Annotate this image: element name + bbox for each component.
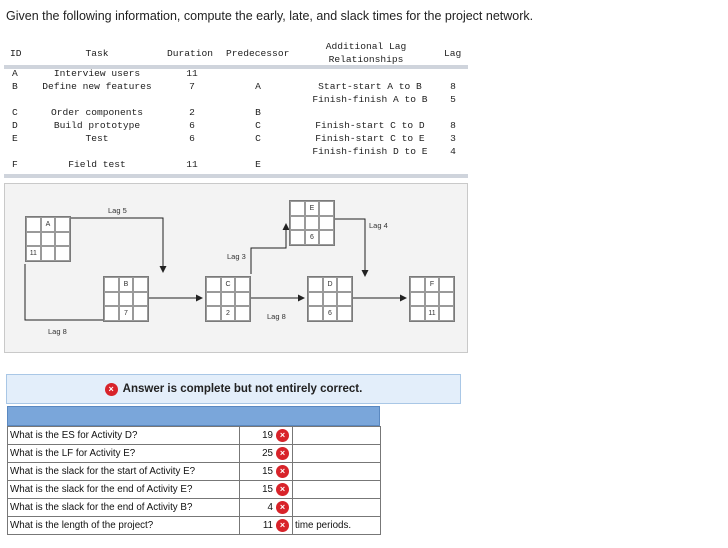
answer-question: What is the ES for Activity D?	[8, 427, 240, 445]
row-duration: 11	[186, 159, 198, 170]
incorrect-icon: ×	[276, 501, 289, 514]
table-row	[8, 445, 381, 463]
feedback-banner	[6, 374, 461, 404]
node-label: A	[41, 217, 56, 232]
header-id: ID	[10, 48, 22, 59]
table-row	[8, 427, 381, 445]
answers-table	[7, 426, 381, 535]
answer-value[interactable]: 11	[262, 520, 273, 531]
row-duration: 6	[189, 120, 195, 131]
table-bottom-divider	[4, 174, 468, 178]
node-duration: 2	[221, 306, 236, 321]
header-task: Task	[85, 48, 109, 59]
info-table	[4, 38, 468, 178]
header-lag: Lag	[444, 48, 462, 59]
node-c	[205, 276, 251, 322]
row-lag: 8	[450, 81, 456, 92]
header-relationships: Relationships	[328, 54, 404, 65]
node-e	[289, 200, 335, 246]
lag-label-e-d: Lag 4	[369, 221, 388, 230]
row-predecessor: C	[255, 133, 261, 144]
row-id: A	[12, 68, 18, 79]
node-label: F	[425, 277, 440, 292]
table-row	[8, 517, 381, 535]
incorrect-icon: ×	[276, 447, 289, 460]
header-predecessor: Predecessor	[226, 48, 290, 59]
answer-unit	[293, 463, 381, 481]
answer-unit	[293, 427, 381, 445]
row-predecessor: C	[255, 120, 261, 131]
incorrect-icon: ×	[105, 383, 118, 396]
network-diagram	[4, 183, 468, 353]
node-d	[307, 276, 353, 322]
incorrect-icon: ×	[276, 519, 289, 532]
answer-unit	[293, 499, 381, 517]
row-lag: 5	[450, 94, 456, 105]
row-id: D	[12, 120, 18, 131]
answer-unit	[293, 445, 381, 463]
row-duration: 11	[186, 68, 198, 79]
node-duration: 11	[425, 306, 440, 321]
row-task: Field test	[68, 159, 126, 170]
node-f	[409, 276, 455, 322]
answer-value[interactable]: 25	[262, 448, 273, 459]
answer-unit: time periods.	[293, 517, 381, 535]
row-relationship: Finish-start C to E	[315, 133, 425, 144]
answer-question: What is the length of the project?	[8, 517, 240, 535]
row-duration: 2	[189, 107, 195, 118]
node-duration: 7	[119, 306, 134, 321]
incorrect-icon: ×	[276, 429, 289, 442]
answer-value[interactable]: 4	[267, 502, 273, 513]
row-lag: 3	[450, 133, 456, 144]
row-task: Test	[85, 133, 109, 144]
row-predecessor: B	[255, 107, 261, 118]
node-label: C	[221, 277, 236, 292]
table-row	[8, 481, 381, 499]
node-duration: 6	[305, 230, 320, 245]
answer-question: What is the LF for Activity E?	[8, 445, 240, 463]
row-id: C	[12, 107, 18, 118]
answer-input-cell[interactable]	[240, 499, 293, 517]
node-duration: 11	[26, 246, 41, 261]
lag-label-a-b-finish: Lag 8	[48, 327, 67, 336]
lag-label-c-e: Lag 3	[227, 252, 246, 261]
row-relationship: Start-start A to B	[318, 81, 422, 92]
header-duration: Duration	[167, 48, 214, 59]
answer-input-cell[interactable]	[240, 427, 293, 445]
incorrect-icon: ×	[276, 483, 289, 496]
lag-label-c-d: Lag 8	[267, 312, 286, 321]
row-id: F	[12, 159, 18, 170]
link-c-e	[251, 224, 286, 274]
row-predecessor: E	[255, 159, 261, 170]
answers-header-bar	[7, 406, 380, 426]
row-relationship: Finish-finish D to E	[312, 146, 428, 157]
answer-value[interactable]: 19	[262, 430, 273, 441]
table-row	[8, 463, 381, 481]
node-label: E	[305, 201, 320, 216]
node-a	[25, 216, 71, 262]
row-lag: 8	[450, 120, 456, 131]
row-duration: 6	[189, 133, 195, 144]
diagram-connectors	[5, 184, 469, 354]
answer-question: What is the slack for the start of Activity E?	[8, 463, 240, 481]
incorrect-icon: ×	[276, 465, 289, 478]
row-task: Build prototype	[53, 120, 141, 131]
row-task: Define new features	[42, 81, 152, 92]
row-id: E	[12, 133, 18, 144]
answer-unit	[293, 481, 381, 499]
row-lag: 4	[450, 146, 456, 157]
lag-label-a-b-start: Lag 5	[108, 206, 127, 215]
row-duration: 7	[189, 81, 195, 92]
table-row	[8, 499, 381, 517]
row-relationship: Finish-start C to D	[315, 120, 425, 131]
answer-value[interactable]: 15	[262, 466, 273, 477]
row-task: Interview users	[53, 68, 141, 79]
answer-question: What is the slack for the end of Activity B?	[8, 499, 240, 517]
row-relationship: Finish-finish A to B	[312, 94, 428, 105]
feedback-message: Answer is complete but not entirely correct.	[122, 383, 363, 395]
answer-input-cell[interactable]	[240, 463, 293, 481]
row-predecessor: A	[255, 81, 261, 92]
node-label: B	[119, 277, 134, 292]
node-b	[103, 276, 149, 322]
answer-input-cell[interactable]	[240, 481, 293, 499]
answer-value[interactable]: 15	[262, 484, 273, 495]
link-e-d	[335, 219, 365, 276]
row-id: B	[12, 81, 18, 92]
answer-input-cell[interactable]	[240, 517, 293, 535]
node-label: D	[323, 277, 338, 292]
question-text: Given the following information, compute the early, late, and slack times for the project network.	[6, 9, 534, 23]
row-task: Order components	[50, 107, 144, 118]
header-additional-lag: Additional Lag	[325, 41, 407, 52]
node-duration: 6	[323, 306, 338, 321]
answer-input-cell[interactable]	[240, 445, 293, 463]
answer-question: What is the slack for the end of Activity E?	[8, 481, 240, 499]
